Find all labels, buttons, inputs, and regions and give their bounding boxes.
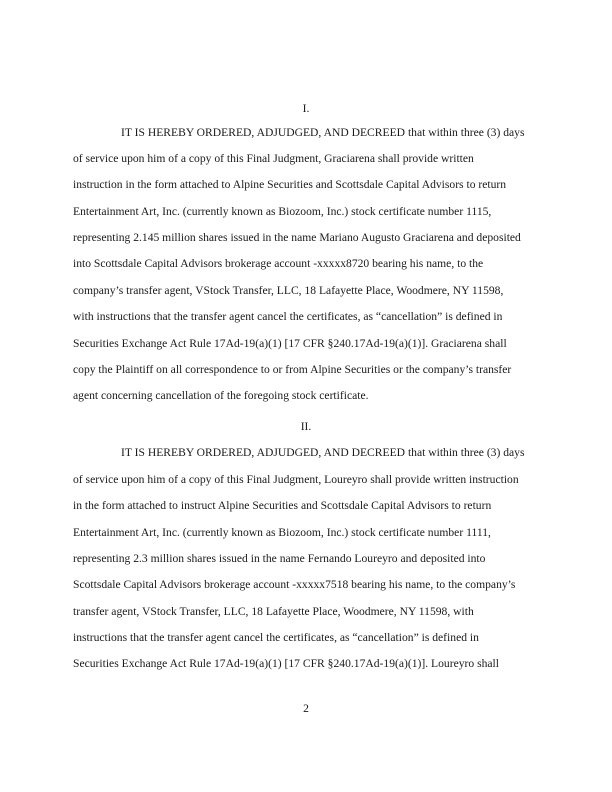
- section-2-line: IT IS HEREBY ORDERED, ADJUDGED, AND DECREED that within three (3) days: [121, 446, 525, 459]
- section-2-line: Entertainment Art, Inc. (currently known as Biozoom, Inc.) stock certificate number 1111,: [73, 526, 491, 539]
- section-2-line: in the form attached to instruct Alpine Securities and Scottsdale Capital Advisors to return: [73, 499, 492, 512]
- section-heading-2: II.: [300, 420, 312, 433]
- section-2-line: transfer agent, VStock Transfer, LLC, 18 Lafayette Place, Woodmere, NY 11598, with: [73, 605, 474, 618]
- section-heading-1: I.: [302, 102, 310, 115]
- section-2-line: Scottsdale Capital Advisors brokerage account -xxxxx7518 bearing his name, to the company’s: [73, 578, 516, 591]
- section-2-line: Securities Exchange Act Rule 17Ad-19(a)(1) [17 CFR §240.17Ad-19(a)(1)]. Loureyro shall: [73, 657, 499, 670]
- section-1-line: instruction in the form attached to Alpine Securities and Scottsdale Capital Advisors to return: [73, 178, 507, 191]
- section-2-line: instructions that the transfer agent cancel the certificates, as “cancellation” is defined in: [73, 631, 479, 644]
- section-1-line: with instructions that the transfer agent cancel the certificates, as “cancellation” is defined in: [73, 310, 503, 323]
- section-1-line: copy the Plaintiff on all correspondence to or from Alpine Securities or the company’s transfer: [73, 363, 512, 376]
- section-2-line: of service upon him of a copy of this Final Judgment, Loureyro shall provide written instruction: [73, 473, 519, 486]
- section-2-line: representing 2.3 million shares issued in the name Fernando Loureyro and deposited into: [73, 552, 486, 565]
- section-1-line: Securities Exchange Act Rule 17Ad-19(a)(1) [17 CFR §240.17Ad-19(a)(1)]. Graciarena shall: [73, 337, 507, 350]
- section-1-line: company’s transfer agent, VStock Transfer, LLC, 18 Lafayette Place, Woodmere, NY 11598,: [73, 284, 504, 297]
- section-1-line: agent concerning cancellation of the foregoing stock certificate.: [73, 389, 369, 402]
- section-1-line: into Scottsdale Capital Advisors brokerage account -xxxxx8720 bearing his name, to the: [73, 257, 484, 270]
- page-number: 2: [303, 702, 309, 715]
- section-1-line: IT IS HEREBY ORDERED, ADJUDGED, AND DECREED that within three (3) days: [121, 126, 525, 139]
- section-1-line: representing 2.145 million shares issued in the name Mariano Augusto Graciarena and deposited: [73, 231, 521, 244]
- section-1-line: of service upon him of a copy of this Final Judgment, Graciarena shall provide written: [73, 152, 474, 165]
- section-1-line: Entertainment Art, Inc. (currently known as Biozoom, Inc.) stock certificate number 1115,: [73, 205, 492, 218]
